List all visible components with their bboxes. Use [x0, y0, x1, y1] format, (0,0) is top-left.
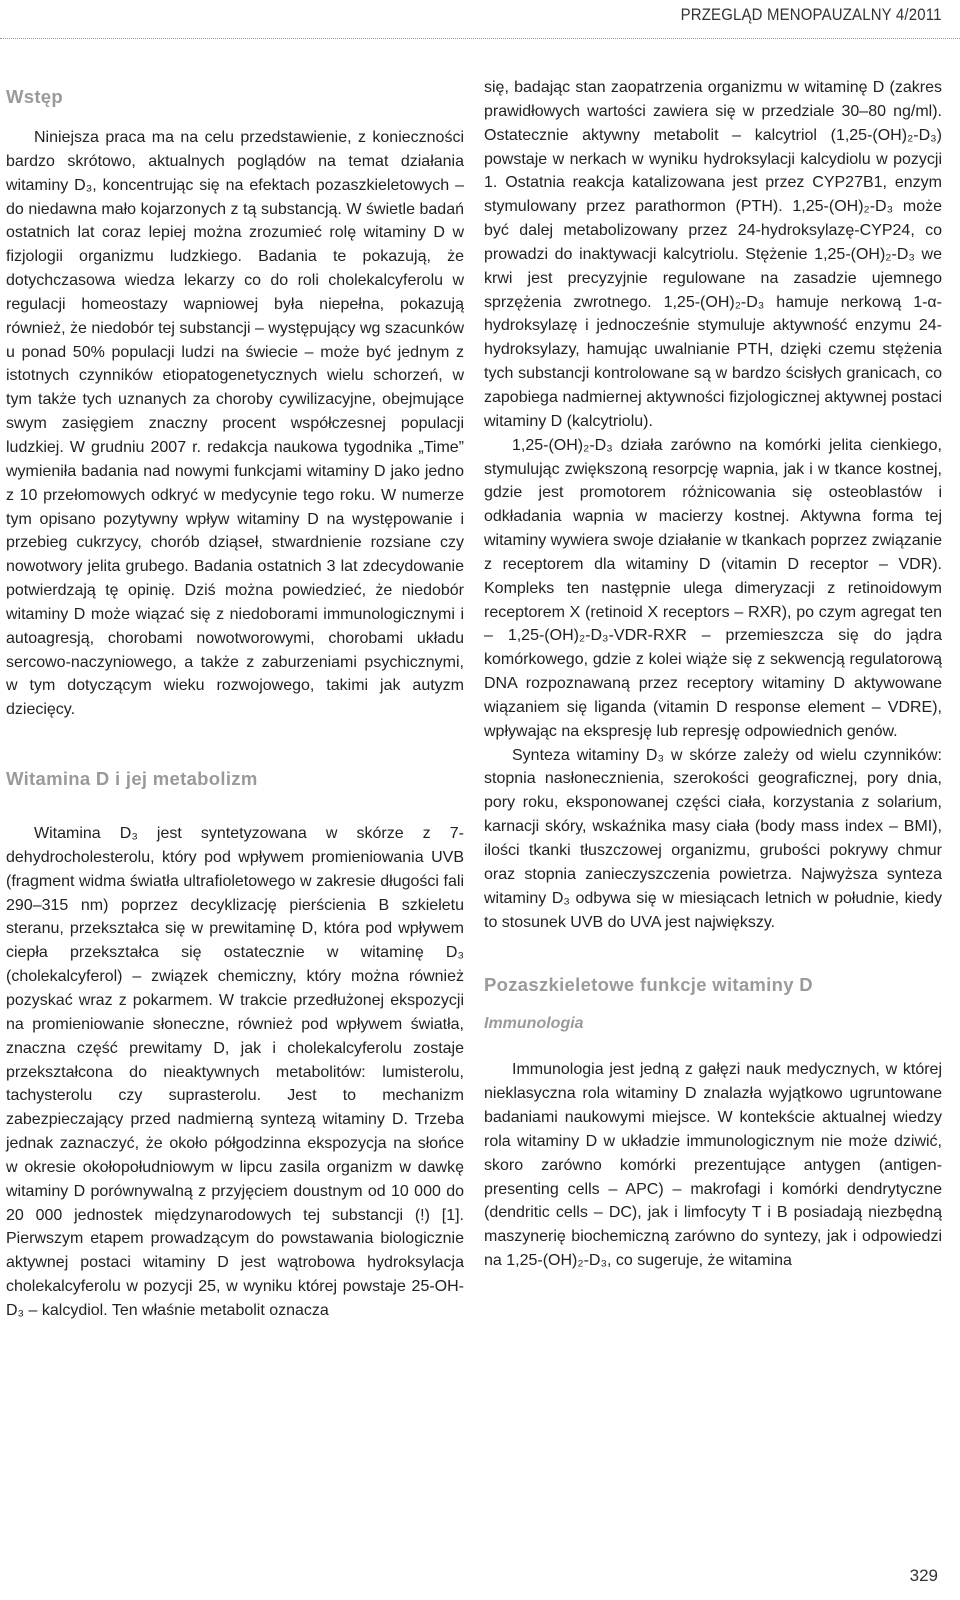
extraskeletal-heading: Pozaszkieletowe funkcje witaminy D: [484, 974, 813, 996]
metabolism-paragraph: Witamina D₃ jest syntetyzowana w skórze z 7-dehydrocholesterolu, który pod wpływem promieniowania UVB (fragment widma światła ultrafioletowego w zakresie długości fali 290–315 nm) poprzez decyklizację pierścienia B szkieletu steranu, przekształca się w prewitaminę D, która pod wpływem ciepła przekształca się ostatecznie w witaminę D₃ (cholekalcyferol) – związek chemiczny, który można również pozyskać wraz z pokarmem. W trakcie przedłużonej ekspozycji na promieniowanie słoneczne, również pod wpływem światła, znaczna część prewitamy D, jak i cholekalcyferolu zostaje przekształcona do nieaktywnych metabolitów: lumisterolu, tachysterolu czy suprasterolu. Jest to mechanizm zabezpieczający przed nadmierną syntezą witaminy D. Trzeba jednak zaznaczyć, że około półgodzinna ekspozycja na słońce w okresie okołopołudniowym w lipcu zasila organizm w dawkę witaminy D porównywalną z przyjęciem doustnym od 10 000 do 20 000 jednostek międzynarodowych tej substancji (!) [1]. Pierwszym etapem prowadzącym do powstawania biologicznie aktywnej postaci witaminy D jest wątrobowa hydroksylacja cholekalcyferolu w pozycji 25, w wyniku której powstaje 25-OH-D₃ – kalcydiol. Ten właśnie metabolit oznacza: [6, 825, 464, 1319]
receptor-paragraph: 1,25-(OH)₂-D₃ działa zarówno na komórki jelita cienkiego, stymulując zwiększoną resorpcję wapnia, jak i w tkance kostnej, gdzie jest promotorem różnicowania się osteoblastów i odkładania wapnia w macierzy kostnej. Aktywna forma tej witaminy wywiera swoje działanie w tkankach poprzez związanie z receptorem dla witaminy D (vitamin D receptor – VDR). Kompleks ten następnie ulega dimeryzacji z retinoidowym receptorem X (retinoid X receptors – RXR), po czym agregat ten – 1,25-(OH)₂-D₃-VDR-RXR – przemieszcza się do jądra komórkowego, gdzie z kolei wiąże się z sekwencją regulatorową DNA rozpoznawaną przez receptory witaminy D aktywowane wiązaniem się liganda (vitamin D response element – VDRE), wpływając na ekspresję lub represję odpowiednich genów.: [484, 436, 942, 740]
running-header: PRZEGLĄD MENOPAUZALNY 4/2011: [680, 5, 942, 24]
immunology-subheading: Immunologia: [484, 1015, 584, 1033]
header-rule: [0, 38, 960, 39]
page-number: 329: [909, 1566, 938, 1585]
metabolism-continuation-paragraph: się, badając stan zaopatrzenia organizmu w witaminę D (zakres prawidłowych wartości zawiera się w przedziale 30–80 ng/ml). Ostatecznie aktywny metabolit – kalcytriol (1,25-(OH)₂-D₃) powstaje w nerkach w wyniku hydroksylacji kalcydiolu w pozycji 1. Ostatnia reakcja katalizowana jest przez CYP27B1, enzym stymulowany przez parathormon (PTH). 1,25-(OH)₂-D₃ może być dalej metabolizowany przez 24-hydroksylazę-CYP24, co prowadzi do inaktywacji kalcytriolu. Stężenie 1,25-(OH)₂-D₃ we krwi jest precyzyjnie regulowane na zasadzie ujemnego sprzężenia zwrotnego. 1,25-(OH)₂-D₃ hamuje nerkową 1-α-hydroksylazę i jednocześnie stymuluje aktywność enzymu 24-hydroksylazy, hamując uwalnianie PTH, dzięki czemu stężenia tych substancji kontrolowane są w bardzo ścisłych granicach, co zapobiega nadmiernej aktywności fizjologicznej aktywnej postaci witaminy D (kalcytriolu).: [484, 79, 942, 430]
right-column: [484, 76, 942, 1273]
intro-heading: Wstęp: [6, 86, 63, 107]
immunology-paragraph: Immunologia jest jedną z gałęzi nauk medycznych, w której nieklasyczna rola witaminy D znalazła wyjątkowo ugruntowane badaniami naukowymi miejsce. W kontekście aktualnej wiedzy rola witaminy D w układzie immunologicznym nie może dziwić, skoro zarówno komórki prezentujące antygen (antigen-presenting cells – APC) – makrofagi i komórki dendrytyczne (dendritic cells – DC), jak i limfocyty T i B posiadają niezbędną maszynerię biochemiczną zarówno do syntezy, jak i odpowiedzi na 1,25-(OH)₂-D₃, co sugeruje, że witamina: [484, 1061, 942, 1270]
intro-paragraph: Niniejsza praca ma na celu przedstawienie, z konieczności bardzo skrótowo, aktualnych poglądów na temat działania witaminy D₃, koncentrując się na efektach pozaszkieletowych – do niedawna mało kojarzonych z tą substancją. W świetle badań ostatnich lat coraz lepiej można zrozumieć rolę witaminy D w fizjologii organizmu ludzkiego. Badania te pokazują, że dotychczasowa wiedza lekarzy co do roli cholekalcyferolu w regulacji homeostazy wapniowej była niepełna, pokazują również, że niedobór tej substancji – występujący wg szacunków u ponad 50% populacji ludzi na świecie – może być jednym z istotnych czynników etiopatogenetycznych wielu schorzeń, w tym także tych uznanych za choroby cywilizacyjne, obejmujące swym zasięgiem znaczny procent współczesnej populacji ludzkiej. W grudniu 2007 r. redakcja naukowa tygodnika „Time” wymieniła badania nad nowymi funkcjami witaminy D jako jedno z 10 przełomowych odkryć w medycynie tego roku. W numerze tym opisano pozytywny wpływ witaminy D na występowanie i przebieg cukrzycy, chorób dziąseł, stwardnienie rozsiane czy nowotwory jelita grubego. Badania ostatnich 3 lat zdecydowanie potwierdzają tę opinię. Dziś można powiedzieć, że niedobór witaminy D może wiązać się z niedoborami immunologicznymi i autoagresją, chorobami nowotworowymi, chorobami układu sercowo-naczyniowego, a także z zaburzeniami psychicznymi, w tym dotyczącym wieku rozwojowego, takimi jak autyzm dziecięcy.: [6, 129, 465, 719]
left-column: [6, 76, 464, 1323]
metabolism-heading: Witamina D i jej metabolizm: [6, 768, 258, 790]
synthesis-factors-paragraph: Synteza witaminy D₃ w skórze zależy od wielu czynników: stopnia nasłonecznienia, szerokości geograficznej, pory dnia, pory roku, eksponowanej części ciała, korzystania z solarium, karnacji skóry, wskaźnika masy ciała (body mass index – BMI), ilości tkanki tłuszczowej organizmu, grubości pokrywy chmur oraz stopnia zanieczyszczenia powietrza. Najwyższa synteza witaminy D₃ odbywa się w miesiącach letnich w południe, kiedy to stosunek UVB do UVA jest największy.: [484, 746, 942, 931]
